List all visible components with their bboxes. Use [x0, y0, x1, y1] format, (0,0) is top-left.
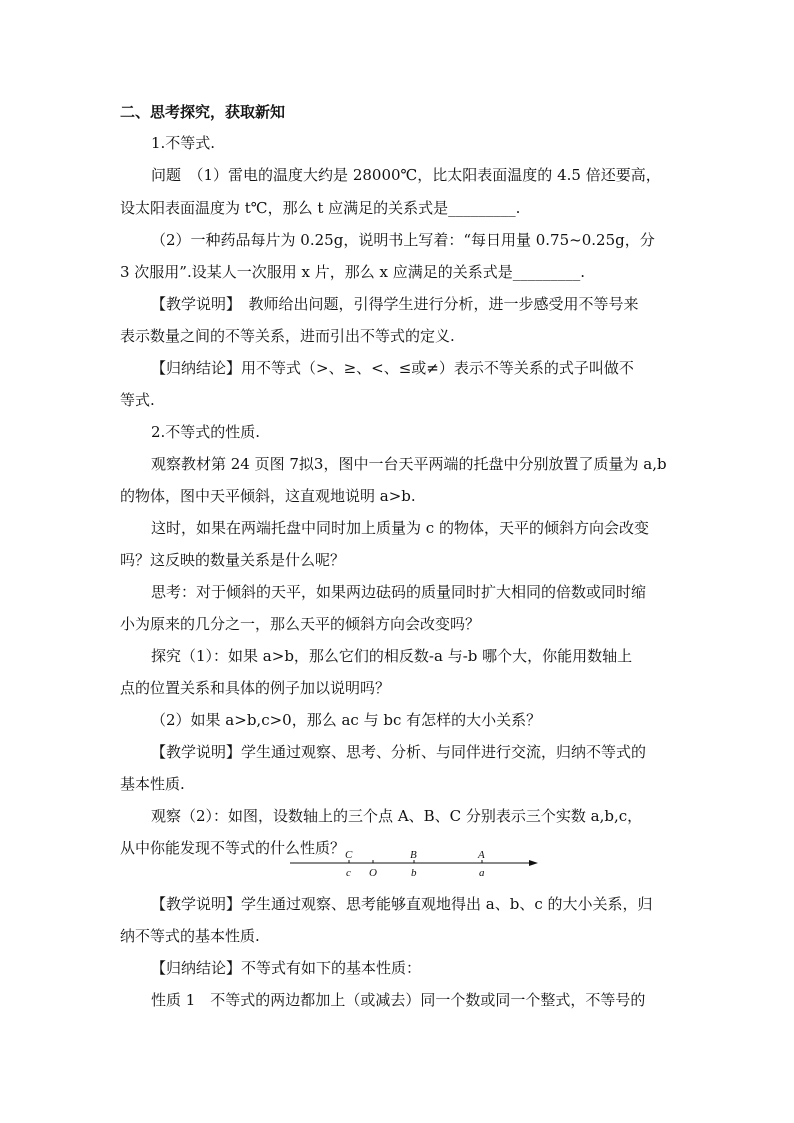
paragraph-line: 点的位置关系和具体的例子加以说明吗？ [120, 679, 391, 697]
point-c-label: C [345, 849, 353, 861]
paragraph-line: 【归纳结论】不等式有如下的基本性质： [151, 959, 422, 977]
paragraph-line: 【教学说明】学生通过观察、思考能够直观地得出 a、b、c 的大小关系，归 [151, 895, 653, 913]
paragraph-line: 基本性质. [120, 775, 185, 793]
point-a-value: a [479, 867, 485, 879]
paragraph-line: 表示数量之间的不等关系，进而引出不等式的定义. [120, 327, 455, 345]
paragraph-line: 1.不等式. [151, 134, 216, 152]
paragraph-line: 性质 1 不等式的两边都加上（或减去）同一个数或同一个整式，不等号的 [151, 991, 646, 1009]
number-line-figure [288, 846, 540, 882]
point-a-label: A [478, 849, 485, 861]
paragraph-line: （2）一种药品每片为 0.25g，说明书上写着：“每日用量 0.75~0.25g，分 [151, 231, 655, 249]
paragraph-line: 吗？这反映的数量关系是什么呢？ [120, 551, 346, 569]
paragraph-line: （2）如果 a>b,c>0，那么 ac 与 bc 有怎样的大小关系？ [151, 711, 542, 729]
paragraph-line: 2.不等式的性质. [151, 423, 261, 441]
paragraph-line: 探究（1）：如果 a>b，那么它们的相反数-a 与-b 哪个大，你能用数轴上 [151, 647, 633, 665]
paragraph-line: 观察（2）：如图，设数轴上的三个点 A、B、C 分别表示三个实数 a,b,c， [151, 807, 643, 825]
paragraph-line: 【教学说明】学生通过观察、思考、分析、与同伴进行交流，归纳不等式的 [151, 743, 647, 761]
point-c-value: c [346, 867, 351, 879]
origin-label: O [369, 867, 377, 879]
paragraph-line: 【教学说明】 教师给出问题，引得学生进行分析，进一步感受用不等号来 [151, 295, 639, 313]
paragraph-line: 思考：对于倾斜的天平，如果两边砝码的质量同时扩大相同的倍数或同时缩 [151, 583, 647, 601]
paragraph-line: 这时，如果在两端托盘中同时加上质量为 c 的物体，天平的倾斜方向会改变 [151, 519, 649, 537]
paragraph-line: 等式. [120, 391, 155, 409]
paragraph-line: 问题 （1）雷电的温度大约是 28000℃，比太阳表面温度的 4.5 倍还要高， [151, 166, 661, 184]
section-heading: 二、思考探究，获取新知 [120, 103, 286, 121]
paragraph-line: 小为原来的几分之一，那么天平的倾斜方向会改变吗？ [120, 615, 481, 633]
paragraph-line: 设太阳表面温度为 t℃，那么 t 应满足的关系式是_________. [120, 199, 521, 217]
paragraph-line: 观察教材第 24 页图 7拟3，图中一台天平两端的托盘中分别放置了质量为 a,b [151, 455, 667, 473]
paragraph-line: 【归纳结论】用不等式（>、≥、<、≤或≠）表示不等关系的式子叫做不 [151, 359, 634, 377]
point-b-value: b [411, 867, 417, 879]
paragraph-line: 的物体，图中天平倾斜，这直观地说明 a>b. [120, 487, 416, 505]
paragraph-line: 纳不等式的基本性质. [120, 927, 260, 945]
point-b-label: B [410, 849, 417, 861]
paragraph-line: 3 次服用”.设某人一次服用 x 片，那么 x 应满足的关系式是_________. [120, 263, 586, 281]
number-line-arrow [529, 860, 538, 866]
paragraph-line: 从中你能发现不等式的什么性质？ [120, 839, 346, 857]
